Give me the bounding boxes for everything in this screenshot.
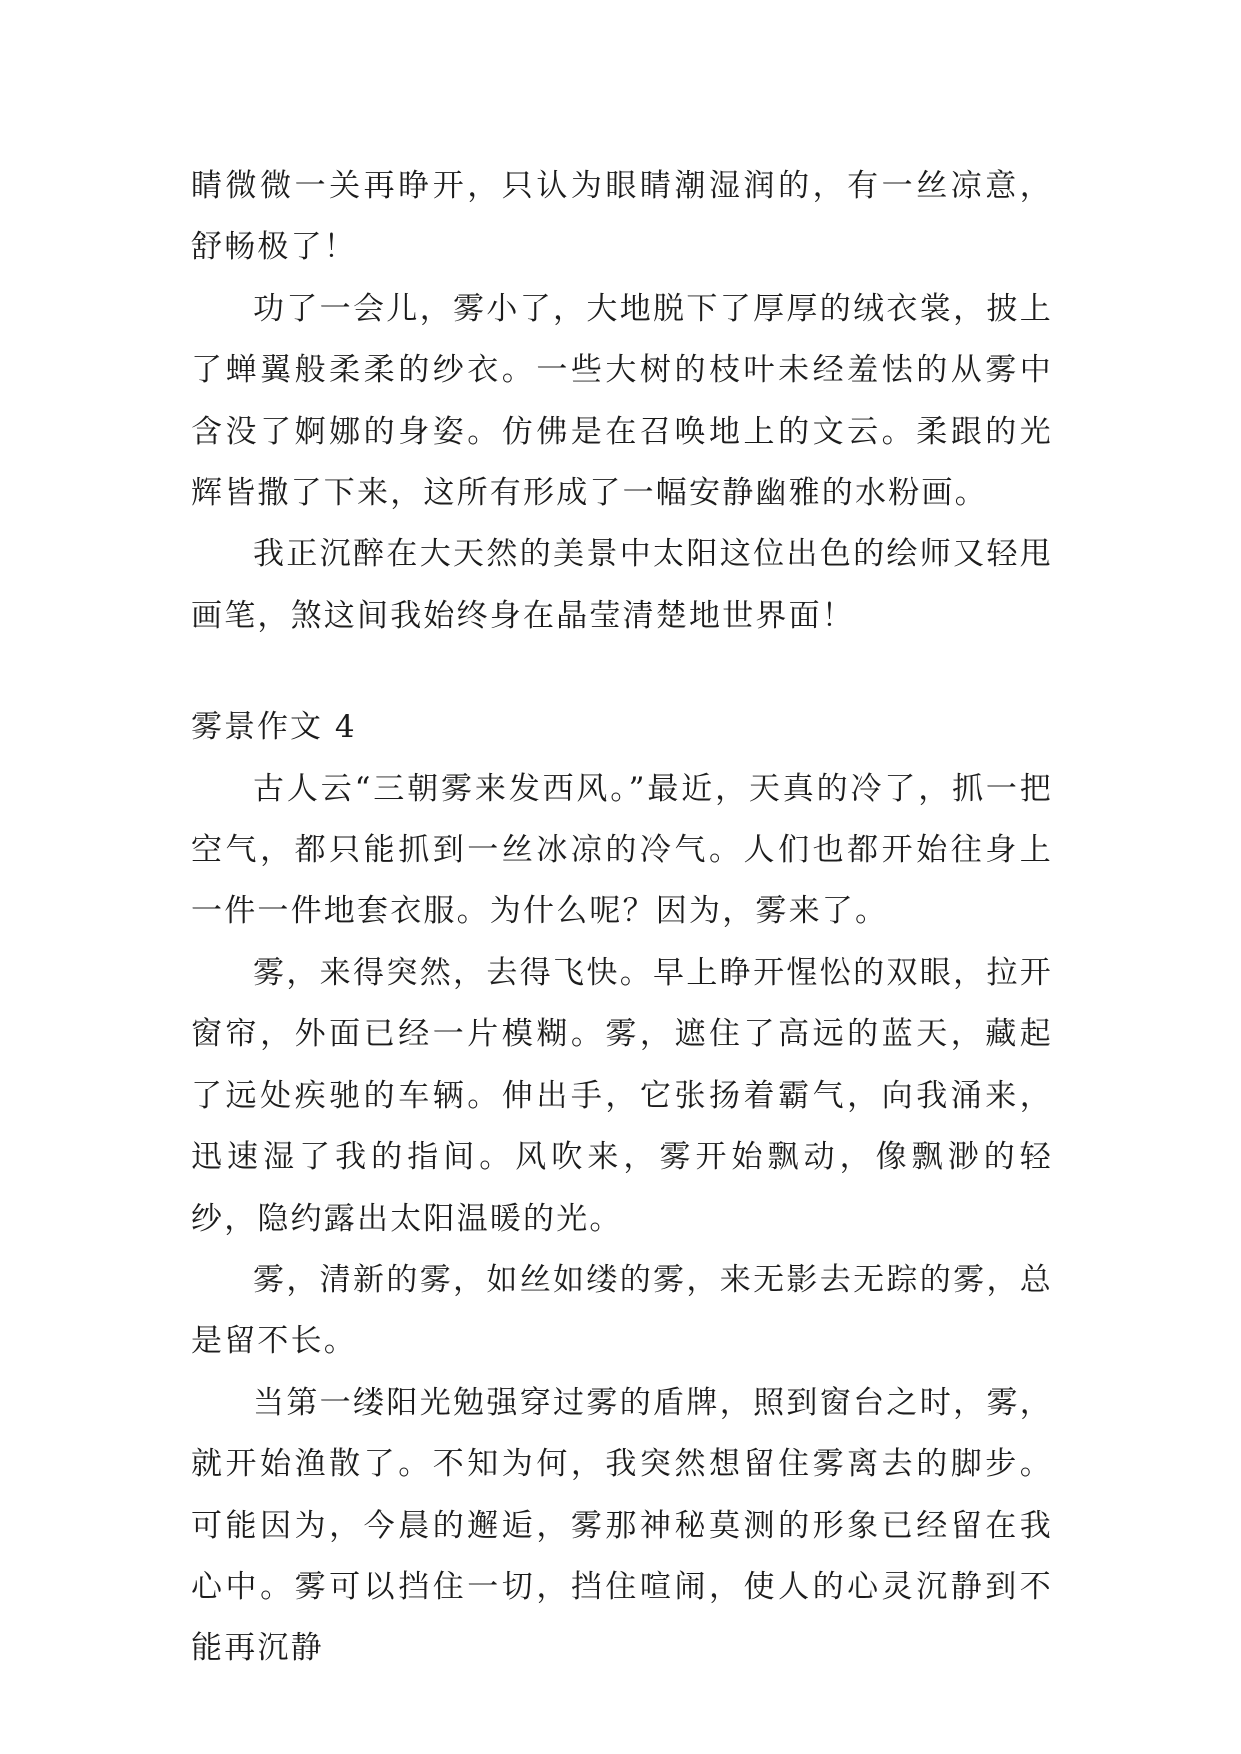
body-paragraph: 古人云“三朝雾来发西风。”最近，天真的冷了，抓一把空气，都只能抓到一丝冰凉的冷气。人们也都开始往身上一件一件地套衣服。为什么呢？因为，雾来了。: [191, 770, 1053, 930]
body-paragraph: 我正沉醉在大天然的美景中太阳这位出色的绘师又轻甩画笔，煞这间我始终身在晶莹清楚地世界面！: [191, 536, 1053, 634]
body-paragraph: 当第一缕阳光勉强穿过雾的盾牌，照到窗台之时，雾，就开始渔散了。不知为何，我突然想留住雾离去的脚步。可能因为，今晨的邂逅，雾那神秘莫测的形象已经留在我心中。雾可以挡住一切，挡住喧闹，使人的心灵沉静到不能再沉静: [191, 1384, 1053, 1667]
section-spacer: [191, 647, 1053, 697]
carryover-paragraph: 睛微微一关再睁开，只认为眼睛潮湿润的，有一丝凉意，舒畅极了！: [191, 168, 1053, 266]
document-body: [191, 156, 1053, 1680]
section-heading: 雾景作文 4: [191, 709, 357, 746]
body-paragraph: 功了一会儿，雾小了，大地脱下了厚厚的绒衣裳，披上了蝉翼般柔柔的纱衣。一些大树的枝叶未经羞怯的从雾中含没了婀娜的身姿。仿佛是在召唤地上的文云。柔跟的光辉皆撒了下来，这所有形成了一幅安静幽雅的水粉画。: [191, 290, 1053, 512]
body-paragraph: 雾，来得突然，去得飞快。早上睁开惺忪的双眼，拉开窗帘，外面已经一片模糊。雾，遮住了高远的蓝天，藏起了远处疾驰的车辆。伸出手，它张扬着霸气，向我涌来，迅速湿了我的指间。风吹来，雾开始飘动，像飘渺的轻纱，隐约露出太阳温暖的光。: [191, 954, 1053, 1237]
body-paragraph: 雾，清新的雾，如丝如缕的雾，来无影去无踪的雾，总是留不长。: [191, 1261, 1053, 1360]
